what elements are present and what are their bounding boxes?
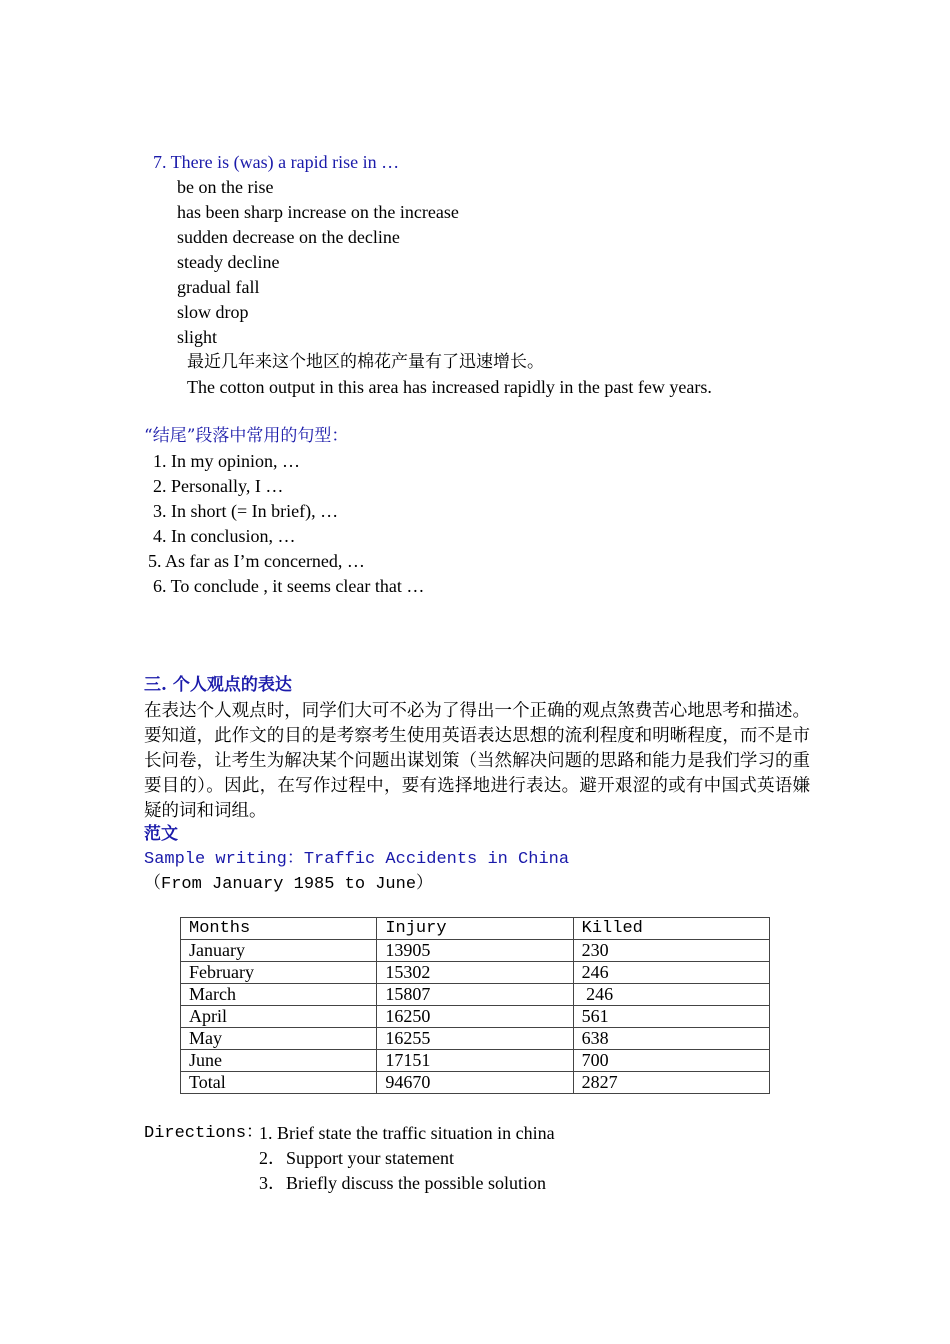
table-cell: 13905: [377, 940, 573, 962]
table-cell: April: [181, 1006, 377, 1028]
section7-line: slow drop: [177, 302, 249, 322]
traffic-accidents-table: [180, 917, 770, 1094]
sample-subtitle: （From January 1985 to June）: [144, 875, 434, 894]
table-row-total: [181, 1072, 770, 1094]
example-chinese: 最近几年来这个地区的棉花产量有了迅速增长。: [187, 352, 544, 372]
section7-line: steady decline: [177, 252, 280, 272]
table-cell: 561: [573, 1006, 769, 1028]
ending-item: 5. As far as I’m concerned, …: [148, 551, 365, 571]
direction-item: 1. Brief state the traffic situation in china: [259, 1123, 555, 1143]
table-cell: 16250: [377, 1006, 573, 1028]
table-cell: 230: [573, 940, 769, 962]
ending-item: 4. In conclusion, …: [153, 526, 296, 546]
table-cell: 2827: [573, 1072, 769, 1094]
section7-line: gradual fall: [177, 277, 260, 297]
section3-heading: 三. 个人观点的表达: [144, 675, 292, 695]
directions-label: Directions：: [144, 1124, 264, 1143]
table-cell: June: [181, 1050, 377, 1072]
ending-item: 1. In my opinion, …: [153, 451, 300, 471]
section7-heading: 7. There is (was) a rapid rise in …: [153, 152, 400, 172]
table-cell: 246: [573, 984, 769, 1006]
table-cell: 15807: [377, 984, 573, 1006]
ending-heading: “结尾”段落中常用的句型：: [144, 426, 349, 446]
table-row: [181, 984, 770, 1006]
ending-item: 3. In short (= In brief), …: [153, 501, 339, 521]
table-cell: Total: [181, 1072, 377, 1094]
section7-line: slight: [177, 327, 218, 347]
table-row: [181, 1050, 770, 1072]
table-row: [181, 962, 770, 984]
header-cell: Injury: [377, 918, 573, 940]
table-row: [181, 940, 770, 962]
table-cell: 638: [573, 1028, 769, 1050]
table-cell: 16255: [377, 1028, 573, 1050]
table-cell: January: [181, 940, 377, 962]
header-cell: Killed: [573, 918, 769, 940]
table-cell: May: [181, 1028, 377, 1050]
header-cell: Months: [181, 918, 377, 940]
direction-item: 2．Support your statement: [259, 1148, 454, 1168]
ending-item: 2. Personally, I …: [153, 476, 284, 496]
table-cell: 246: [573, 962, 769, 984]
example-english: The cotton output in this area has increased rapidly in the past few years.: [187, 377, 712, 397]
direction-item: 3．Briefly discuss the possible solution: [259, 1173, 546, 1193]
table-cell: 15302: [377, 962, 573, 984]
table-cell: February: [181, 962, 377, 984]
table-cell: 17151: [377, 1050, 573, 1072]
table-header-row: [181, 918, 770, 940]
table-cell: March: [181, 984, 377, 1006]
table-cell: 700: [573, 1050, 769, 1072]
table-cell: 94670: [377, 1072, 573, 1094]
section7-line: has been sharp increase on the increase: [177, 202, 459, 222]
table-row: [181, 1006, 770, 1028]
sample-title: Sample writing：Traffic Accidents in China: [144, 850, 570, 869]
section3-paragraph: 在表达个人观点时，同学们大可不必为了得出一个正确的观点煞费苦心地思考和描述。要知道，此作文的目的是考察考生使用英语表达思想的流利程度和明晰程度，而不是市长问卷，让考生为解决某个问题出谋划策（当然解决问题的思路和能力是我们学习的重要目的）。因此，在写作过程中，要有选择地进行表达。避开艰涩的或有中国式英语嫌疑的词和词组。: [144, 700, 810, 820]
ending-item: 6. To conclude , it seems clear that …: [153, 576, 425, 596]
table-row: [181, 1028, 770, 1050]
section7-line: be on the rise: [177, 177, 274, 197]
section7-line: sudden decrease on the decline: [177, 227, 400, 247]
sample-label: 范文: [144, 824, 178, 844]
